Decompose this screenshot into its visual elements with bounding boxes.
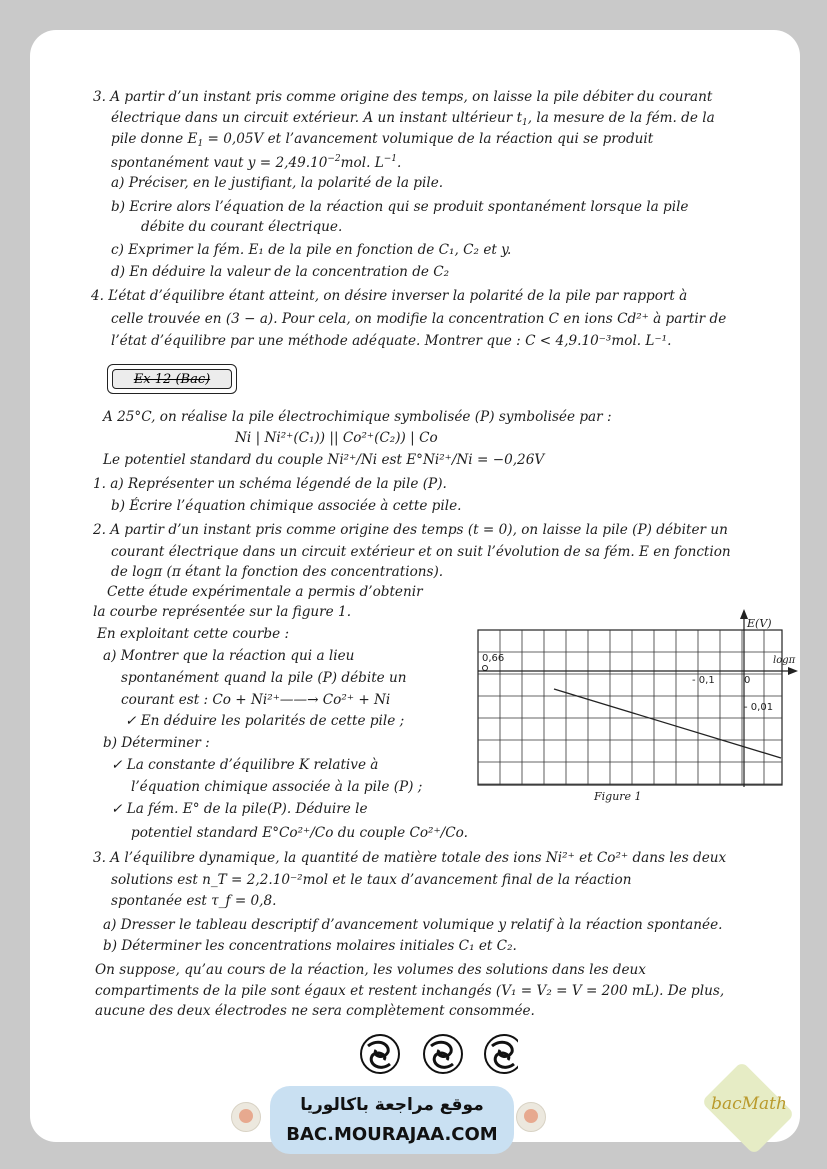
origin-label: 0 (744, 675, 751, 686)
ex12-q2-line-3: de logπ (π étant la fonction des concentrations). (111, 564, 444, 580)
q3-c: c) Exprimer la fém. E₁ de la pile en fonction de C₁, C₂ et y. (111, 242, 512, 258)
x-axis-arrow (788, 667, 798, 675)
site-badge-right-icon (516, 1102, 546, 1132)
ex12-q2-line-1: 2. A partir d’un instant pris comme origine des temps (t = 0), on laisse la pile (P) débiter un (93, 522, 728, 538)
ex12-intro-1: A 25°C, on réalise la pile électrochimique symbolisée (P) symbolisée par : (103, 409, 612, 425)
ex12-q2-line-4: Cette étude expérimentale a permis d’obtenir (107, 584, 423, 600)
q3-b-line-1: b) Ecrire alors l’équation de la réaction qui se produit spontanément lorsque la pile (111, 199, 689, 215)
q3-line-4: spontanément vaut $y = 2,49.10^{-2}mol$. $L^{-1}$. (111, 154, 402, 171)
ex12-intro-3: Le potentiel standard du couple Ni²⁺/Ni est E°Ni²⁺/Ni = −0,26V (103, 452, 545, 468)
site-url-link[interactable]: BAC.MOURAJAA.COM (286, 1124, 498, 1145)
ex12-q2-line-6: En exploitant cette courbe : (97, 626, 290, 642)
x-axis-label: logπ (773, 655, 796, 666)
ex12-intro-2: Ni | Ni²⁺(C₁)) || Co²⁺(C₂)) | Co (235, 430, 438, 446)
q4-line-3: l’état d’équilibre par une méthode adéquate. Montrer que : C < 4,9.10⁻³mol. L⁻¹. (111, 333, 672, 349)
ex12-q3-line-2: solutions est n_T = 2,2.10⁻²mol et le taux d’avancement final de la réaction (111, 872, 632, 888)
site-name-arabic: موقع مراجعة باكالوريا (300, 1095, 484, 1115)
ex12-q2a-line-4: ✓ En déduire les polarités de cette pile ; (125, 713, 405, 729)
site-badge-left-icon (231, 1102, 261, 1132)
figure-caption: Figure 1 (594, 790, 642, 803)
ex12-q2a-line-1: a) Montrer que la réaction qui a lieu (103, 648, 355, 664)
ex12-q1a: 1. a) Représenter un schéma légendé de la pile (P). (93, 476, 447, 492)
ornament-icon (361, 1035, 399, 1073)
bacmath-logo-text: bacMath (711, 1094, 787, 1114)
y-value-label: 0,66 (482, 653, 505, 664)
q3-line-1: 3. A partir d’un instant pris comme origine des temps, on laisse la pile débiter du courant (93, 89, 713, 105)
q3-b-line-2: débite du courant électrique. (141, 219, 343, 235)
exercise-title: Ex 12 (Bac) (112, 369, 232, 389)
ex12-q1b: b) Écrire l’équation chimique associée à cette pile. (111, 498, 462, 514)
ex12-q2-line-2: courant électrique dans un circuit extérieur et on suit l’évolution de sa fém. E en fonction (111, 544, 731, 560)
ex12-q2b-line-3: l’équation chimique associée à la pile (P) ; (131, 779, 423, 795)
q3-d: d) En déduire la valeur de la concentration de C₂ (111, 264, 450, 280)
ex12-q3a: a) Dresser le tableau descriptif d’avancement volumique y relatif à la réaction spontanée. (103, 917, 723, 933)
ex12-q3-line-3: spontanée est τ_f = 0,8. (111, 893, 277, 909)
ex12-end-1: On suppose, qu’au cours de la réaction, les volumes des solutions dans les deux (95, 962, 646, 978)
q3-line-3: pile donne $E_1 = 0,05V$ et l’avancement volumique de la réaction qui se produit (111, 131, 654, 149)
ornament-icon (485, 1035, 518, 1073)
ex12-end-3: aucune des deux électrodes ne sera complètement consommée. (95, 1003, 535, 1019)
ex12-q2a-line-3: courant est : Co + Ni²⁺——→ Co²⁺ + Ni (121, 692, 391, 708)
x-tick-label: - 0,1 (692, 675, 715, 686)
ex12-q2a-line-2: spontanément quand la pile (P) débite un (121, 670, 407, 686)
q3-line-2: électrique dans un circuit extérieur. A un instant ultérieur $t_1$, la mesure de la fém. de la (111, 110, 715, 128)
ornament-icon (424, 1035, 462, 1073)
ex12-q2b-line-1: b) Déterminer : (103, 735, 210, 751)
ex12-q2b-line-5: potentiel standard E°Co²⁺/Co du couple Co²⁺/Co. (131, 825, 468, 841)
q3-a: a) Préciser, en le justifiant, la polarité de la pile. (111, 175, 444, 191)
ex12-q3b: b) Déterminer les concentrations molaires initiales C₁ et C₂. (103, 938, 517, 954)
y-tick-label: - 0,01 (744, 702, 774, 713)
chart-grid (478, 630, 782, 785)
ex12-q2-line-5: la courbe représentée sur la figure 1. (93, 604, 352, 620)
y-axis-label: E(V) (747, 617, 772, 630)
q4-line-2: celle trouvée en (3 − a). Pour cela, on modifie la concentration C en ions Cd²⁺ à partir de (111, 311, 727, 327)
q4-line-1: 4. L’état d’équilibre étant atteint, on désire inverser la polarité de la pile par rapport à (91, 288, 688, 304)
figure-1-chart (476, 605, 806, 805)
ex12-q2b-line-4: ✓ La fém. E° de la pile(P). Déduire le (111, 801, 368, 817)
decorative-ornaments (358, 1032, 518, 1076)
ex12-q2b-line-2: ✓ La constante d’équilibre K relative à (111, 757, 379, 773)
ex12-q3-line-1: 3. A l’équilibre dynamique, la quantité de matière totale des ions Ni²⁺ et Co²⁺ dans les deux (93, 850, 727, 866)
exercise-title-box (107, 364, 237, 394)
ex12-end-2: compartiments de la pile sont égaux et restent inchangés (V₁ = V₂ = V = 200 mL). De plus, (95, 983, 725, 999)
start-point-marker (483, 666, 488, 671)
